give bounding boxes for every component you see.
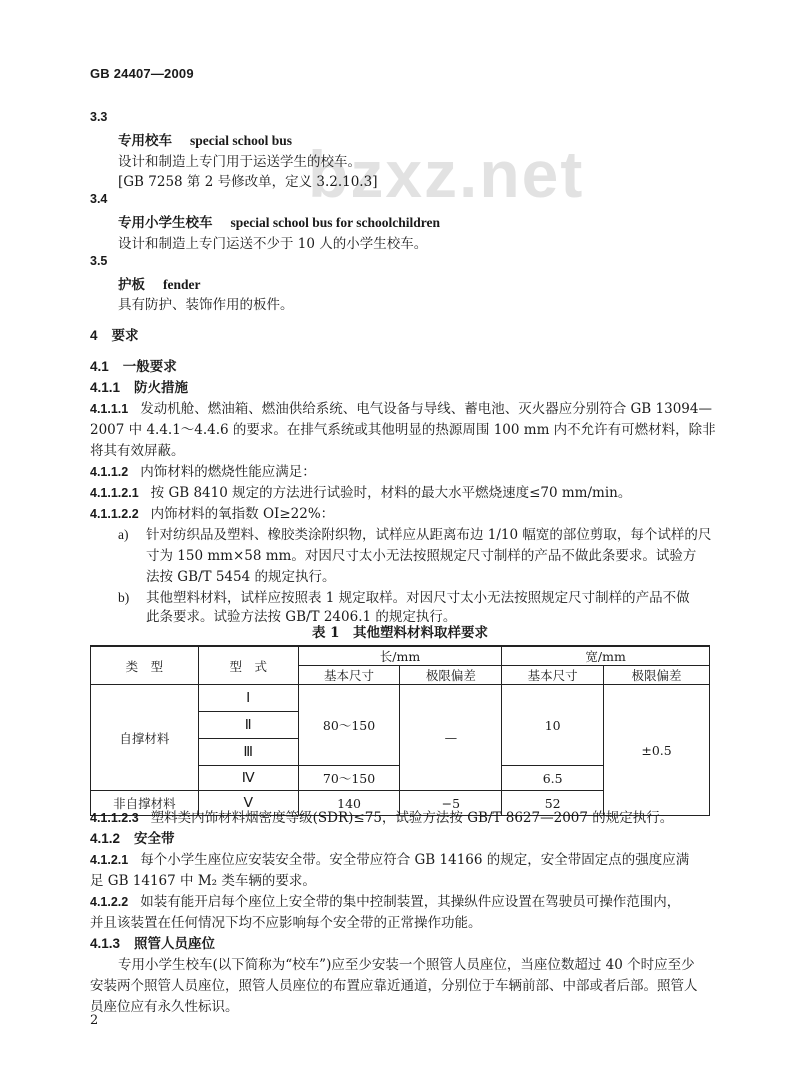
list-text: 其他塑料材料，试样应按照表 1 规定取样。对因尺寸太小无法按照规定尺寸制样的产品不做 <box>146 590 690 606</box>
clause-text: 发动机舱、燃油箱、燃油供给系统、电气设备与导线、蓄电池、灭火器应分别符合 GB 13094— <box>140 401 712 417</box>
def-term <box>118 129 292 149</box>
clause <box>90 848 689 868</box>
table-caption: 表 1 其他塑料材料取样要求 <box>311 625 489 641</box>
cell-width-basic: 52 <box>502 791 604 816</box>
clause-text: 安装两个照管人员座位，照管人员座位的布置应靠近通道，分别位于车辆前部、中部或者后部。照管人 <box>90 978 698 994</box>
section-number: 4.1.2 <box>90 831 121 846</box>
cell-form: Ⅳ <box>198 766 298 791</box>
clause-text: 员座位应有永久性标识。 <box>90 999 239 1015</box>
def-number: 3.4 <box>90 192 108 206</box>
clause-text: 2007 中 4.4.1～4.4.6 的要求。在排气系统或其他明显的热源周围 100 mm 内不允许有可燃材料，除非 <box>90 422 716 438</box>
header-length: 长/mm <box>298 646 502 666</box>
cell-length-basic: 80～150 <box>298 685 400 766</box>
def-term-zh: 专用校车 <box>118 133 172 149</box>
header-form: 型 式 <box>198 646 298 685</box>
clause <box>90 806 673 826</box>
header-width: 宽/mm <box>502 646 710 666</box>
clause-text: 按 GB 8410 规定的方法进行试验时，材料的最大水平燃烧速度≤70 mm/min。 <box>150 485 632 501</box>
header-type: 类 型 <box>91 646 199 685</box>
header-width-tolerance: 极限偏差 <box>604 666 710 685</box>
def-term-en: fender <box>163 277 201 292</box>
def-term-zh: 专用小学生校车 <box>118 215 213 231</box>
clause-number: 4.1.2.1 <box>90 853 129 867</box>
clause <box>90 890 680 910</box>
section-number: 4.1.3 <box>90 936 121 951</box>
cell-width-basic: 10 <box>502 685 604 766</box>
section-title: 要求 <box>111 328 139 344</box>
standard-header: GB 24407—2009 <box>90 66 194 81</box>
cell-form: Ⅰ <box>198 685 298 712</box>
section-heading <box>90 827 175 847</box>
clause-number: 4.1.1.2.1 <box>90 486 139 500</box>
def-number: 3.5 <box>90 254 108 268</box>
clause-text: 并且该装置在任何情况下均不应影响每个安全带的正常操作功能。 <box>90 915 482 931</box>
def-text: 设计和制造上专门用于运送学生的校车。 <box>118 154 361 170</box>
clause-text: 每个小学生座位应安装安全带。安全带应符合 GB 14166 的规定，安全带固定点的强度应满 <box>140 852 690 868</box>
section-heading <box>90 932 215 952</box>
list-marker: a) <box>118 527 129 542</box>
clause <box>90 460 316 480</box>
section-number: 4.1 <box>90 359 109 374</box>
section-heading <box>90 376 188 396</box>
def-term-en: special school bus for schoolchildren <box>230 215 441 230</box>
section-number: 4.1.1 <box>90 380 121 395</box>
clause <box>90 481 631 501</box>
clause-number: 4.1.1.2.2 <box>90 507 139 521</box>
cell-width-tolerance: ±0.5 <box>604 685 710 816</box>
clause-text: 足 GB 14167 中 M₂ 类车辆的要求。 <box>90 873 316 889</box>
clause <box>90 502 334 522</box>
cell-width-basic: 6.5 <box>502 766 604 791</box>
clause-number: 4.1.1.2 <box>90 465 129 479</box>
def-text: 设计和制造上专门运送不少于 10 人的小学生校车。 <box>118 236 428 252</box>
list-text: 此条要求。试验方法按 GB/T 2406.1 的规定执行。 <box>146 609 457 625</box>
cell-length-tolerance: — <box>400 685 502 791</box>
section-heading <box>90 355 177 375</box>
section-title: 安全带 <box>134 831 175 847</box>
cell-length-basic: 70～150 <box>298 766 400 791</box>
page-number: 2 <box>90 1013 99 1028</box>
def-term <box>118 211 440 231</box>
def-term-zh: 护板 <box>118 277 145 293</box>
clause-text: 塑料类内饰材料烟密度等级(SDR)≤75，试验方法按 GB/T 8627—2007 的规定执行。 <box>150 810 674 826</box>
header-length-basic: 基本尺寸 <box>298 666 400 685</box>
list-item <box>118 586 690 606</box>
clause-number: 4.1.1.2.3 <box>90 811 139 825</box>
section-number: 4 <box>90 328 98 343</box>
clause-text: 将其有效屏蔽。 <box>90 443 185 459</box>
clause-text: 如装有能开启每个座位上安全带的集中控制装置，其操纵件应设置在驾驶员可操作范围内， <box>140 894 681 910</box>
list-text: 针对纺织品及塑料、橡胶类涂附织物，试样应从距离布边 1/10 幅宽的部位剪取，每个试样的尺 <box>146 527 712 543</box>
list-item <box>118 523 711 543</box>
list-text: 法按 GB/T 5454 的规定执行。 <box>146 569 336 585</box>
section-title: 一般要求 <box>122 359 177 375</box>
sampling-table <box>90 645 710 816</box>
clause-text: 专用小学生校车(以下简称为“校车”)应至少安装一个照管人员座位，当座位数超过 40 个时应至少 <box>118 957 695 973</box>
clause-number: 4.1.1.1 <box>90 402 129 416</box>
clause-text: 内饰材料的燃烧性能应满足： <box>140 464 316 480</box>
header-length-tolerance: 极限偏差 <box>400 666 502 685</box>
section-title: 防火措施 <box>134 380 189 396</box>
cell-form: Ⅱ <box>198 712 298 739</box>
cell-length-tolerance: −5 <box>400 791 502 816</box>
watermark: bzxz.net <box>308 137 585 211</box>
cell-type-self-supporting: 自撑材料 <box>91 685 199 791</box>
def-term <box>118 273 201 293</box>
cell-form: Ⅲ <box>198 739 298 766</box>
clause <box>90 397 712 417</box>
cell-length-basic: 140 <box>298 791 400 816</box>
def-source: [GB 7258 第 2 号修改单，定义 3.2.10.3] <box>118 174 378 190</box>
cell-form: Ⅴ <box>198 791 298 816</box>
def-text: 具有防护、装饰作用的板件。 <box>118 297 294 313</box>
cell-type-non-self-supporting: 非自撑材料 <box>91 791 199 816</box>
clause-number: 4.1.2.2 <box>90 895 129 909</box>
def-number: 3.3 <box>90 110 108 124</box>
list-marker: b) <box>118 590 130 605</box>
def-term-en: special school bus <box>190 133 293 148</box>
section-title: 照管人员座位 <box>134 936 216 952</box>
section-heading <box>90 324 139 344</box>
clause-text: 内饰材料的氧指数 OI≥22%： <box>150 506 335 522</box>
header-width-basic: 基本尺寸 <box>502 666 604 685</box>
list-text: 寸为 150 mm×58 mm。对因尺寸太小无法按照规定尺寸制样的产品不做此条要求。试验方 <box>146 548 697 564</box>
